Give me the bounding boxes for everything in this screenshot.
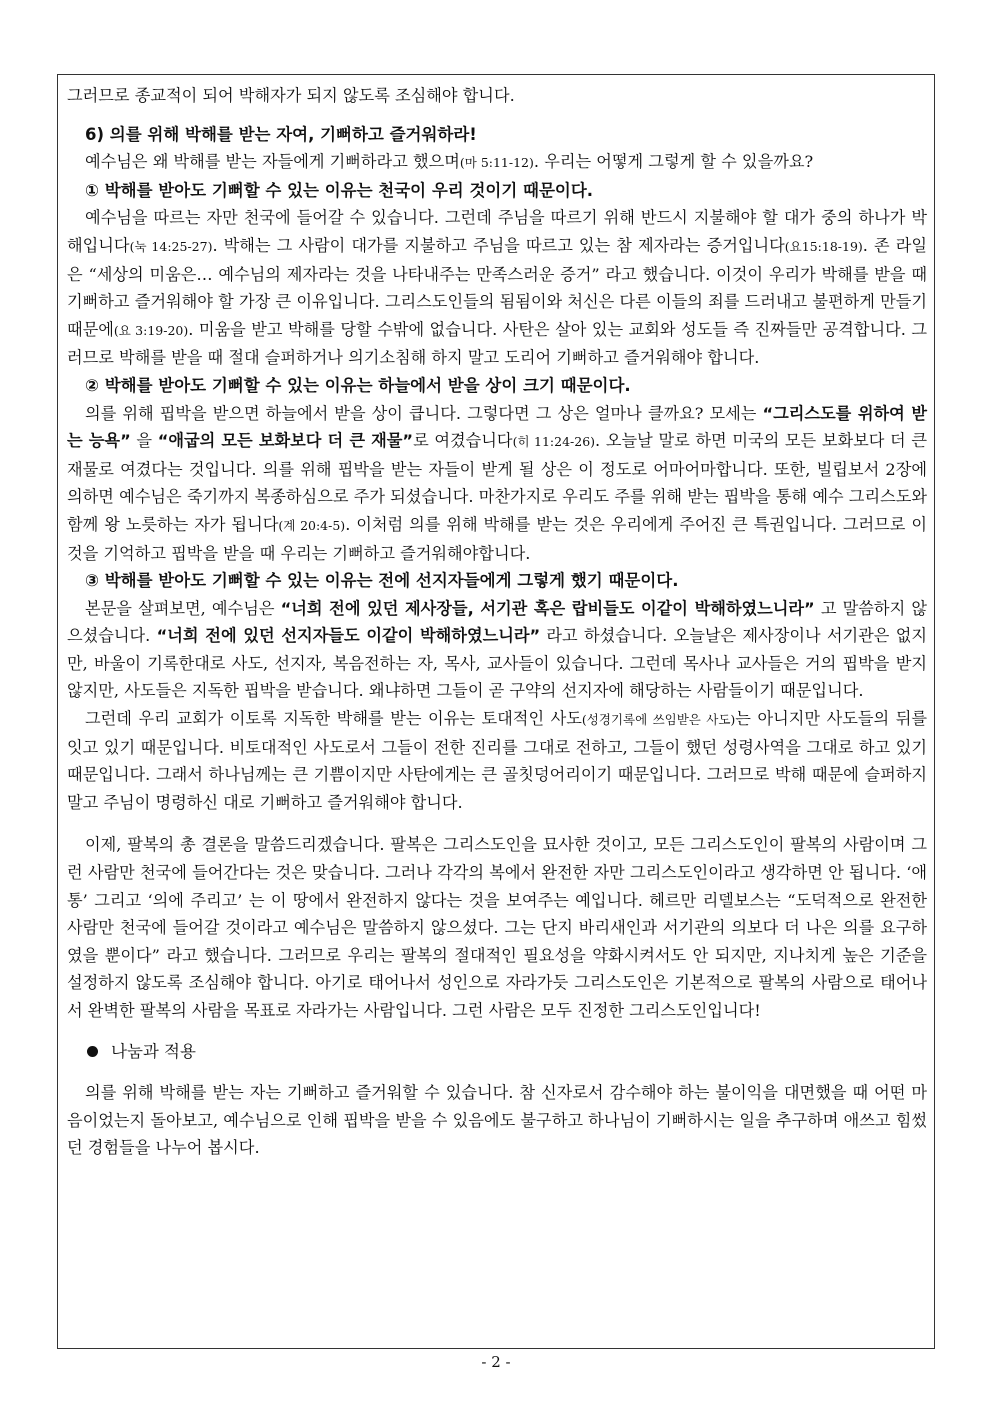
point-3-paragraph-2: 그런데 우리 교회가 이토록 지독한 박해를 받는 이유는 토대적인 사도(성경기록에 쓰임받은 사도)는 아니지만 사도들의 뒤를 잇고 있기 때문입니다. 비토대적인 사도로서 그들이 전한 진리를 그대로 전하고, 그들이 했던 성령사역을 그대로 하고 있기 때문입니다. 그래서 하나님께는 큰 기쁨이지만 사탄에게는 큰 골칫덩어리이기 때문입니다. 그러므로 박해 때문에 슬퍼하지 말고 주님이 명령하신 대로 기뻐하고 즐거워해야 합니다. bbox=[67, 709, 927, 812]
point-2-paragraph: 의를 위해 핍박을 받으면 하늘에서 받을 상이 큽니다. 그렇다면 그 상은 얼마나 클까요? 모세는 “그리스도를 위하여 받는 능욕” 을 “애굽의 모든 보화보다 더 큰 재물”로 여겼습니다(히 11:24-26). 오늘날 말로 하면 미국의 모든 보화보다 더 큰 재물로 여겼다는 것입니다. 의를 위해 핍박을 받는 자들이 받게 될 상은 이 정도로 어마어마합니다. 또한, 빌립보서 2장에 의하면 예수님은 죽기까지 복종하심으로 주가 되셨습니다. 마찬가지로 우리도 주를 위해 받는 핍박을 통해 예수 그리스도와 함께 왕 노릇하는 자가 됩니다(계 20:4-5). 이처럼 의를 위해 박해를 받는 것은 우리에게 주어진 큰 특권입니다. 그러므로 이것을 기억하고 핍박을 받을 때 우리는 기뻐하고 즐거워해야합니다. bbox=[67, 403, 928, 563]
bold-quote: “너희 전에 있던 선지자들도 이같이 박해하였느니라” bbox=[156, 626, 541, 646]
page-number: - 2 - bbox=[481, 1353, 511, 1371]
sharing-heading: 나눔과 적용 bbox=[67, 1038, 927, 1066]
section-heading: 6) 의를 위해 박해를 받는 자여, 기뻐하고 즐거워하라! bbox=[85, 124, 477, 144]
scripture-reference: (요 3:19-20) bbox=[113, 322, 189, 338]
parenthetical-note: (성경기록에 쓰임받은 사도) bbox=[581, 712, 736, 728]
document-body bbox=[67, 82, 927, 1162]
bold-quote: “애굽의 모든 보화보다 더 큰 재물” bbox=[157, 431, 414, 451]
conclusion-paragraph: 이제, 팔복의 총 결론을 말씀드리겠습니다. 팔복은 그리스도인을 묘사한 것이고, 모든 그리스도인이 팔복의 사람이며 그런 사람만 천국에 들어간다는 것은 맞습니다. 그러나 각각의 복에서 완전한 자만 그리스도인이라고 생각하면 안 됩니다. ‘애통’ 그리고 ‘의에 주리고’ 는 이 땅에서 완전하지 않다는 것을 보여주는 예입니다. 헤르만 리델보스는 “도덕적으로 완전한 사람만 천국에 들어갈 것이라고 예수님은 말씀하지 않으셨다. 그는 단지 바리새인과 서기관의 의보다 더 나은 의를 요구하였을 뿐이다” 라고 했습니다. 그러므로 우리는 팔복의 절대적인 필요성을 약화시켜서도 안 되지만, 지나치게 높은 기준을 설정하지 않도록 조심해야 합니다. 아기로 태어나서 성인으로 자라가듯 그리스도인은 기본적으로 팔복의 사람으로 태어나서 완벽한 팔복의 사람을 목표로 자라가는 사람입니다. 그런 사람은 모두 진정한 그리스도인입니다! bbox=[67, 835, 927, 1020]
point-2-heading: ② 박해를 받아도 기뻐할 수 있는 이유는 하늘에서 받을 상이 크기 때문이다. bbox=[85, 375, 631, 395]
point-1-heading: ① 박해를 받아도 기뻐할 수 있는 이유는 천국이 우리 것이기 때문이다. bbox=[85, 180, 594, 200]
bullet-icon bbox=[87, 1046, 98, 1057]
intro-line: 그러므로 종교적이 되어 박해자가 되지 않도록 조심해야 합니다. bbox=[67, 86, 515, 105]
point-3-paragraph: 본문을 살펴보면, 예수님은 “너희 전에 있던 제사장들, 서기관 혹은 랍비들도 이같이 박해하였느니라” 고 말씀하지 않으셨습니다. “너희 전에 있던 선지자들도 이같이 박해하였느니라” 라고 하셨습니다. 오늘날은 제사장이나 서기관은 없지만, 바울이 기록한대로 사도, 선지자, 복음전하는 자, 목사, 교사들이 있습니다. 그런데 목사나 교사들은 거의 핍박을 받지 않지만, 사도들은 지독한 핍박을 받습니다. 왜냐하면 그들이 곧 구약의 선지자에 해당하는 사람들이기 때문입니다. bbox=[67, 598, 927, 701]
section-intro: 예수님은 왜 박해를 받는 자들에게 기뻐하라고 했으며(마 5:11-12). 우리는 어떻게 그렇게 할 수 있을까요? bbox=[85, 152, 814, 172]
bold-quote: “너희 전에 있던 제사장들, 서기관 혹은 랍비들도 이같이 박해하였느니라” bbox=[280, 598, 815, 618]
scripture-reference: (요15:18-19) bbox=[784, 238, 863, 254]
point-1-paragraph: 예수님을 따르는 자만 천국에 들어갈 수 있습니다. 그런데 주님을 따르기 위해 반드시 지불해야 할 대가 중의 하나가 박해입니다(눅 14:25-27). 박해는 그 사람이 대가를 지불하고 주님을 따르고 있는 참 제자라는 증거입니다(요15:18-19). 존 라일은 “세상의 미움은… 예수님의 제자라는 것을 나타내주는 만족스러운 증거” 라고 했습니다. 이것이 우리가 박해를 받을 때 기뻐하고 즐거워해야 할 가장 큰 이유입니다. 그리스도인들의 됨됨이와 처신은 다른 이들의 죄를 드러내고 불편하게 만들기 때문에(요 3:19-20). 미움을 받고 박해를 당할 수밖에 없습니다. 사탄은 살아 있는 교회와 성도들 즉 진짜들만 공격합니다. 그러므로 박해를 받을 때 절대 슬퍼하거나 의기소침해 하지 말고 도리어 기뻐하고 즐거워해야 합니다. bbox=[67, 208, 927, 368]
scripture-reference: (눅 14:25-27) bbox=[129, 238, 213, 254]
point-3-heading: ③ 박해를 받아도 기뻐할 수 있는 이유는 전에 선지자들에게 그렇게 했기 때문이다. bbox=[85, 571, 679, 591]
scripture-reference: (마 5:11-12) bbox=[459, 155, 534, 171]
bold-quote: “그리스도를 위하여 받는 능욕” bbox=[67, 403, 927, 451]
scripture-reference: (계 20:4-5) bbox=[278, 517, 346, 533]
sharing-paragraph: 의를 위해 박해를 받는 자는 기뻐하고 즐거워할 수 있습니다. 참 신자로서 감수해야 하는 불이익을 대면했을 때 어떤 마음이었는지 돌아보고, 예수님으로 인해 핍박을 받을 수 있음에도 불구하고 하나님이 기뻐하시는 일을 추구하며 애쓰고 힘썼던 경험들을 나누어 봅시다. bbox=[67, 1083, 927, 1158]
scripture-reference: (히 11:24-26) bbox=[512, 434, 596, 450]
